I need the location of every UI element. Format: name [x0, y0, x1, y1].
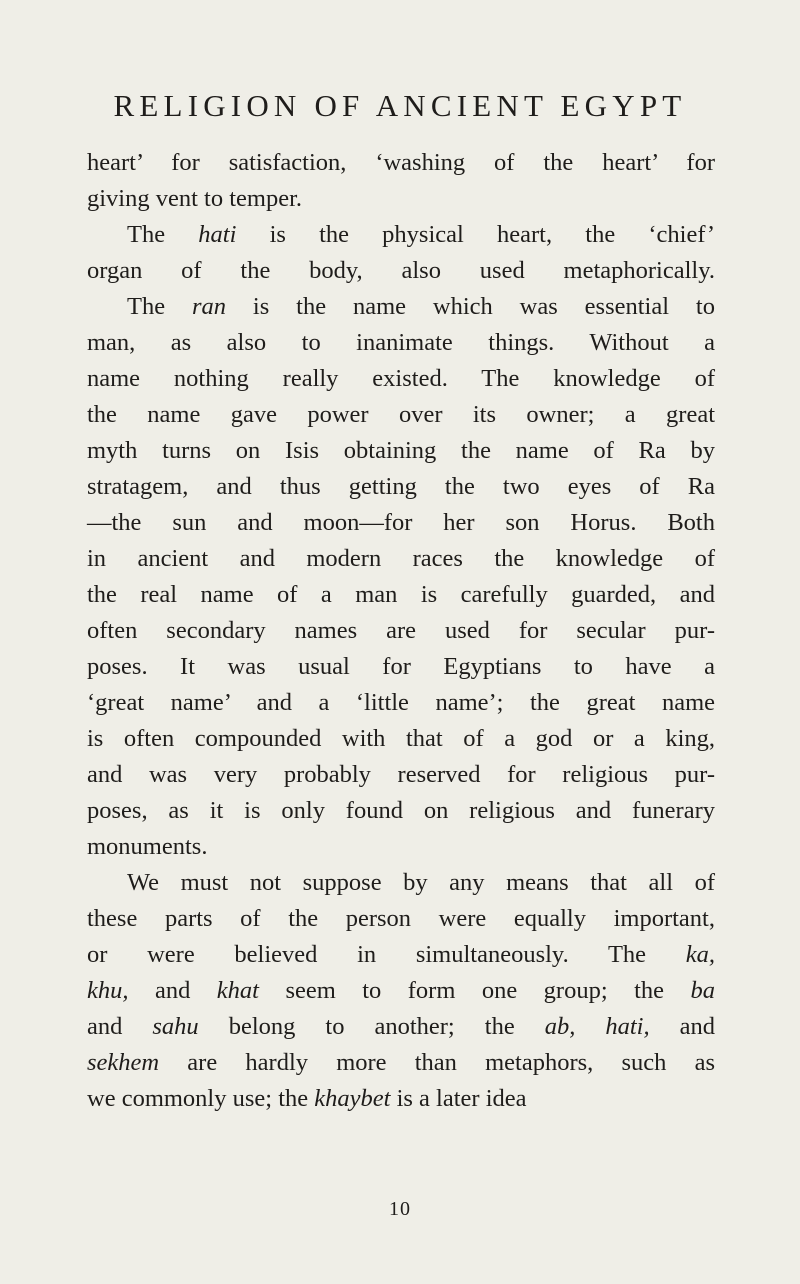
text-line: sekhem are hardly more than metaphors, such as — [87, 1049, 715, 1076]
text-line: ‘great name’ and a ‘little name’; the great name — [87, 689, 715, 716]
text-line: in ancient and modern races the knowledge of — [87, 545, 715, 572]
text-line: The hati is the physical heart, the ‘chief’ — [127, 221, 715, 248]
text-line: the name gave power over its owner; a great — [87, 401, 715, 428]
text-line: khu, and khat seem to form one group; the ba — [87, 977, 715, 1004]
page-number: 10 — [389, 1198, 411, 1220]
text-line: and sahu belong to another; the ab, hati, and — [87, 1013, 715, 1040]
text-line: —the sun and moon—for her son Horus. Both — [87, 509, 715, 536]
text-line: man, as also to inanimate things. Without a — [87, 329, 715, 356]
body-text — [87, 145, 715, 1117]
text-line: monuments. — [87, 833, 208, 860]
text-line: name nothing really existed. The knowledge of — [87, 365, 715, 392]
text-line: poses. It was usual for Egyptians to have a — [87, 653, 715, 680]
text-line: and was very probably reserved for religious pur- — [87, 761, 715, 788]
text-line: poses, as it is only found on religious and funerary — [87, 797, 715, 824]
text-line: the real name of a man is carefully guarded, and — [87, 581, 715, 608]
text-line: The ran is the name which was essential to — [127, 293, 715, 320]
text-line: these parts of the person were equally important, — [87, 905, 715, 932]
text-line: myth turns on Isis obtaining the name of Ra by — [87, 437, 715, 464]
text-line: often secondary names are used for secular pur- — [87, 617, 715, 644]
text-line: we commonly use; the khaybet is a later idea — [87, 1085, 527, 1112]
text-line: We must not suppose by any means that all of — [127, 869, 715, 896]
text-line: giving vent to temper. — [87, 185, 303, 212]
running-header: RELIGION OF ANCIENT EGYPT — [113, 88, 687, 123]
text-line: heart’ for satisfaction, ‘washing of the heart’ for — [87, 149, 715, 176]
text-line: organ of the body, also used metaphorically. — [87, 257, 715, 284]
text-line: is often compounded with that of a god or a king, — [87, 725, 715, 752]
text-line: or were believed in simultaneously. The ka, — [87, 941, 715, 968]
text-line: stratagem, and thus getting the two eyes of Ra — [87, 473, 715, 500]
